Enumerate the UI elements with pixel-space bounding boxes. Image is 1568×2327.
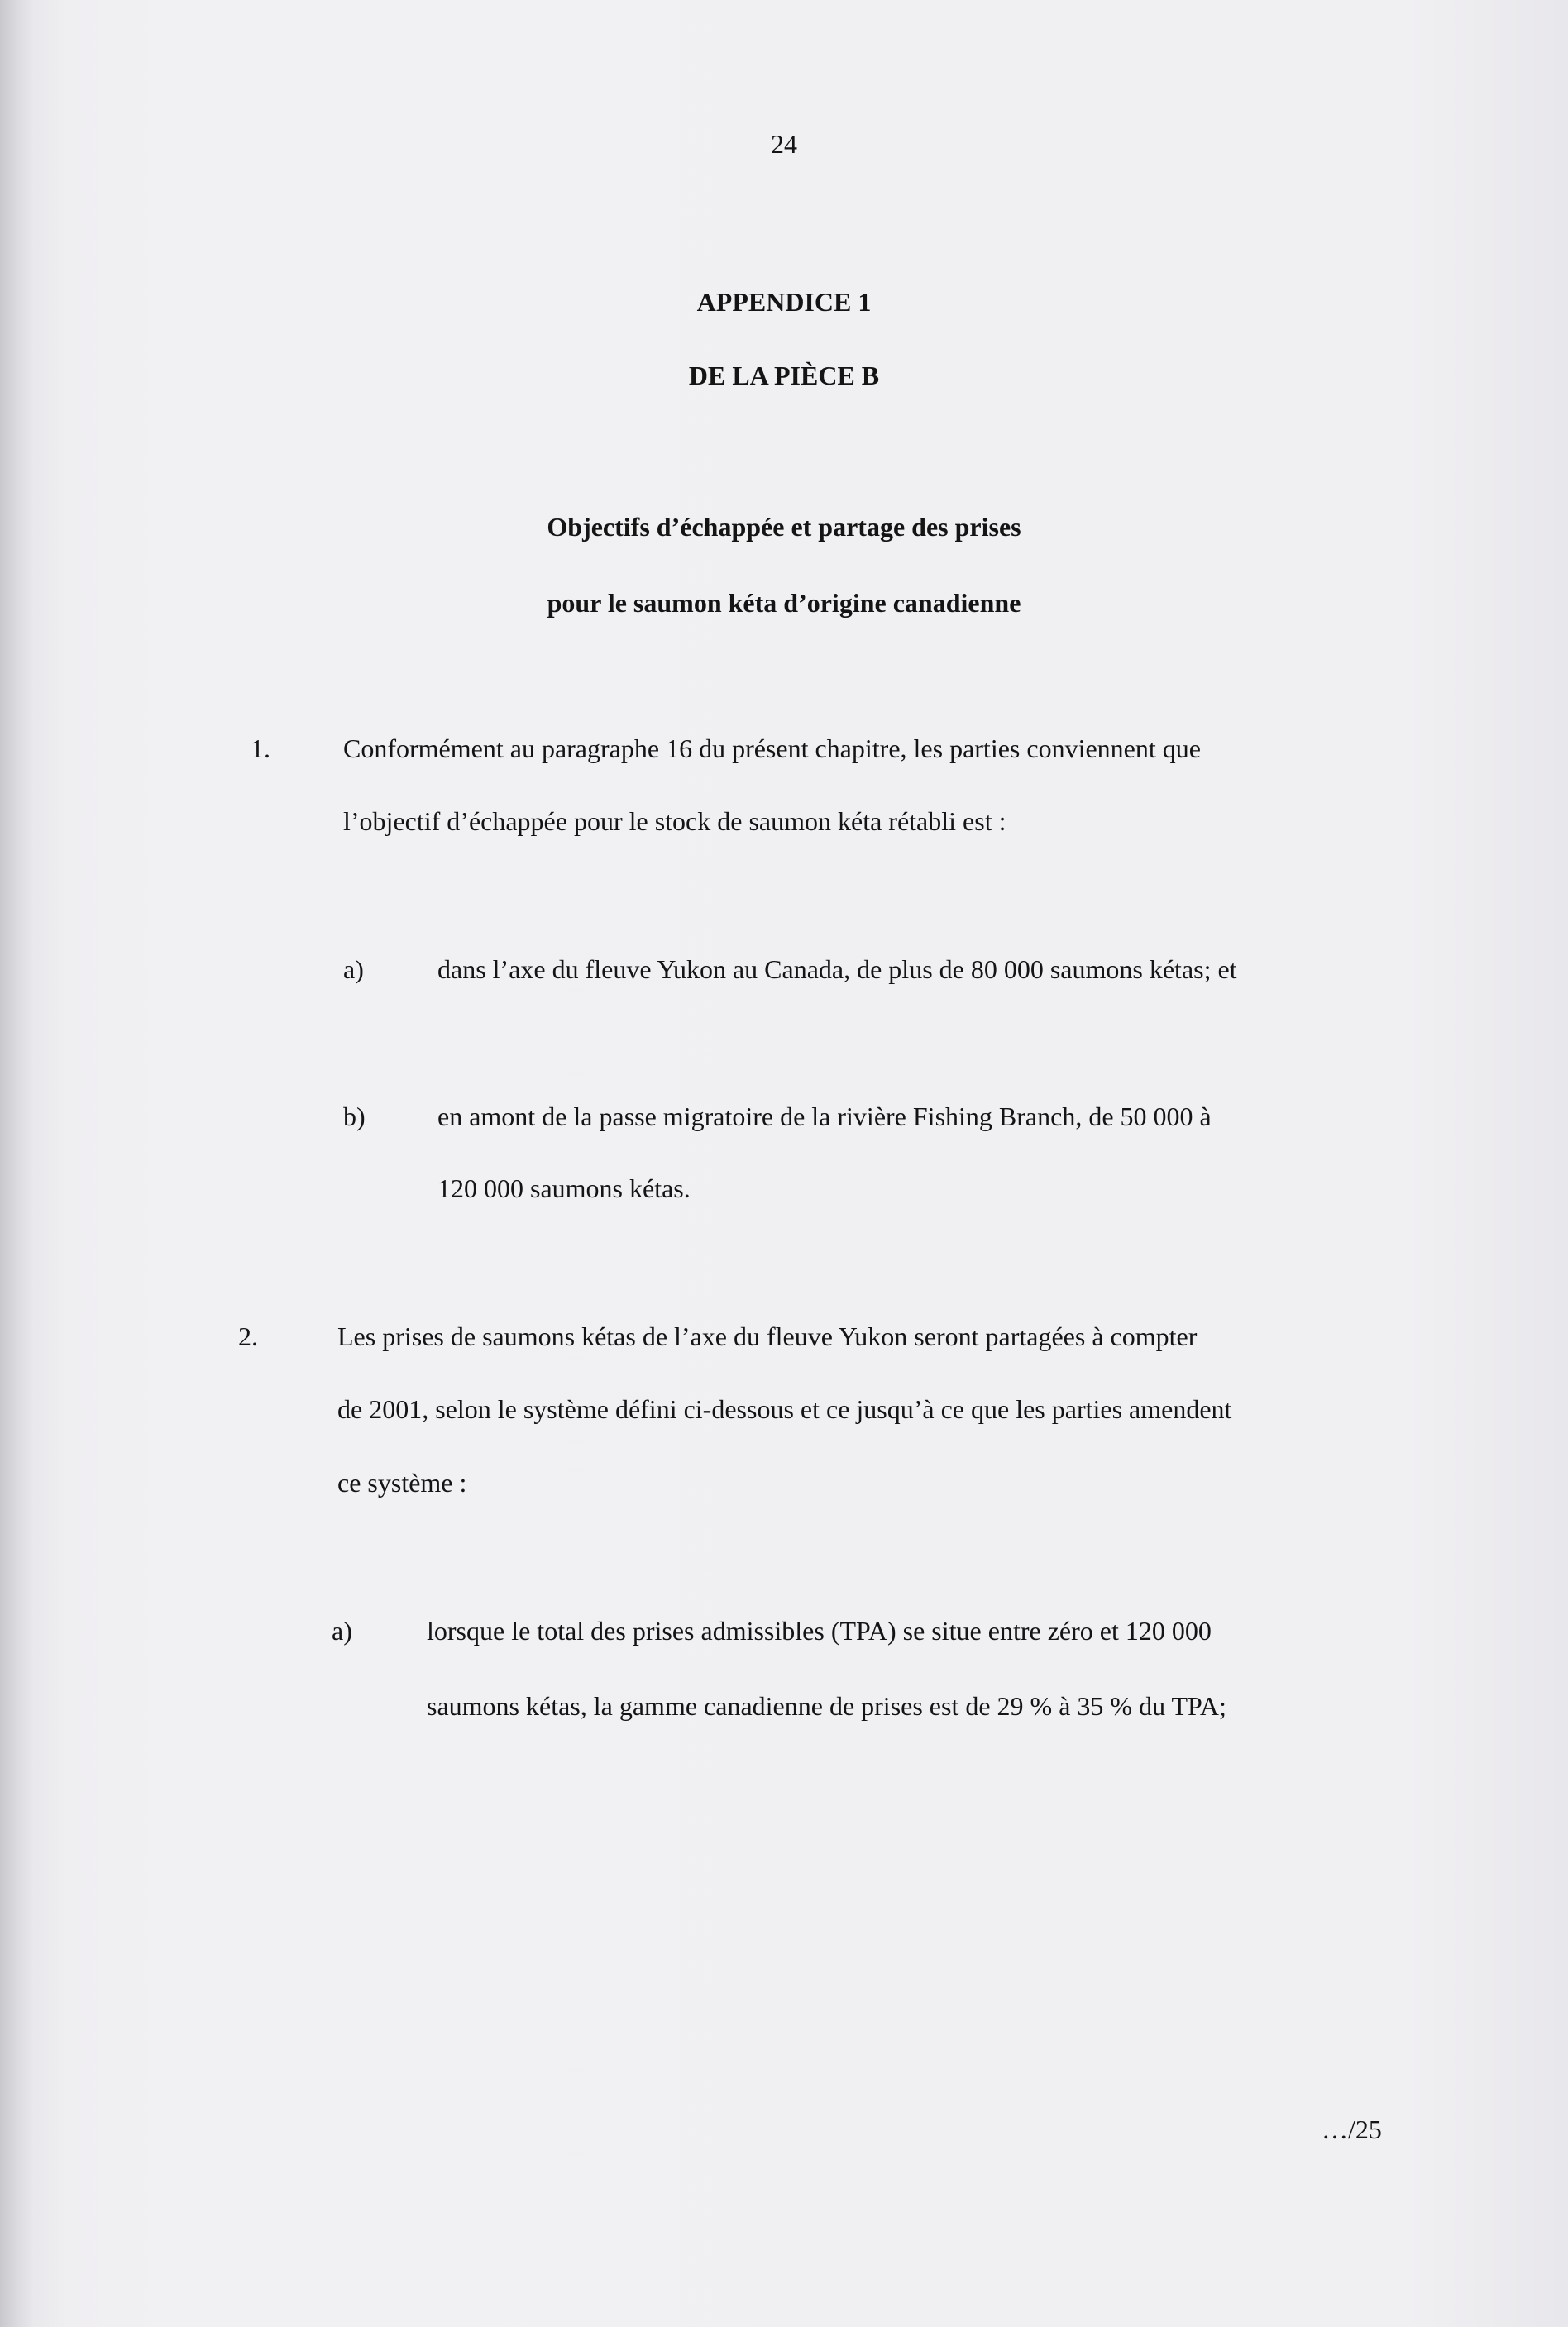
section-1-item-a-label: a) (343, 954, 364, 984)
binding-edge (0, 0, 31, 2327)
appendix-heading: APPENDICE 1 (696, 287, 872, 317)
continuation-marker: …/25 (1322, 2114, 1382, 2144)
page-number: 24 (771, 129, 797, 159)
section-2-item-a-text-line-2: saumons kétas, la gamme canadienne de prises est de 29 % à 35 % du TPA; (427, 1691, 1226, 1721)
section-2-text-line-1: Les prises de saumons kétas de l’axe du fleuve Yukon seront partagées à compter (337, 1321, 1198, 1351)
section-2-item-a-text-line-1: lorsque le total des prises admissibles (TPA) se situe entre zéro et 120 000 (427, 1616, 1212, 1646)
section-1-item-a-text: dans l’axe du fleuve Yukon au Canada, de plus de 80 000 saumons kétas; et (437, 954, 1237, 984)
section-1-text-line-1: Conformément au paragraphe 16 du présent chapitre, les parties conviennent que (343, 733, 1201, 763)
document-title-line-1: Objectifs d’échappée et partage des prises (547, 512, 1021, 542)
document-title-line-2: pour le saumon kéta d’origine canadienne (547, 588, 1021, 618)
section-1-text-line-2: l’objectif d’échappée pour le stock de saumon kéta rétabli est : (343, 806, 1006, 836)
section-1-number: 1. (251, 733, 270, 763)
section-2-text-line-3: ce système : (337, 1468, 467, 1498)
section-1-item-b-text-line-1: en amont de la passe migratoire de la rivière Fishing Branch, de 50 000 à (437, 1101, 1212, 1131)
appendix-subheading: DE LA PIÈCE B (688, 361, 880, 390)
section-2-number: 2. (238, 1321, 258, 1351)
section-2-text-line-2: de 2001, selon le système défini ci-dessous et ce jusqu’à ce que les parties amendent (337, 1394, 1232, 1424)
section-1-item-b-text-line-2: 120 000 saumons kétas. (437, 1173, 691, 1203)
section-1-item-b-label: b) (343, 1101, 366, 1131)
section-2-item-a-label: a) (332, 1616, 352, 1646)
